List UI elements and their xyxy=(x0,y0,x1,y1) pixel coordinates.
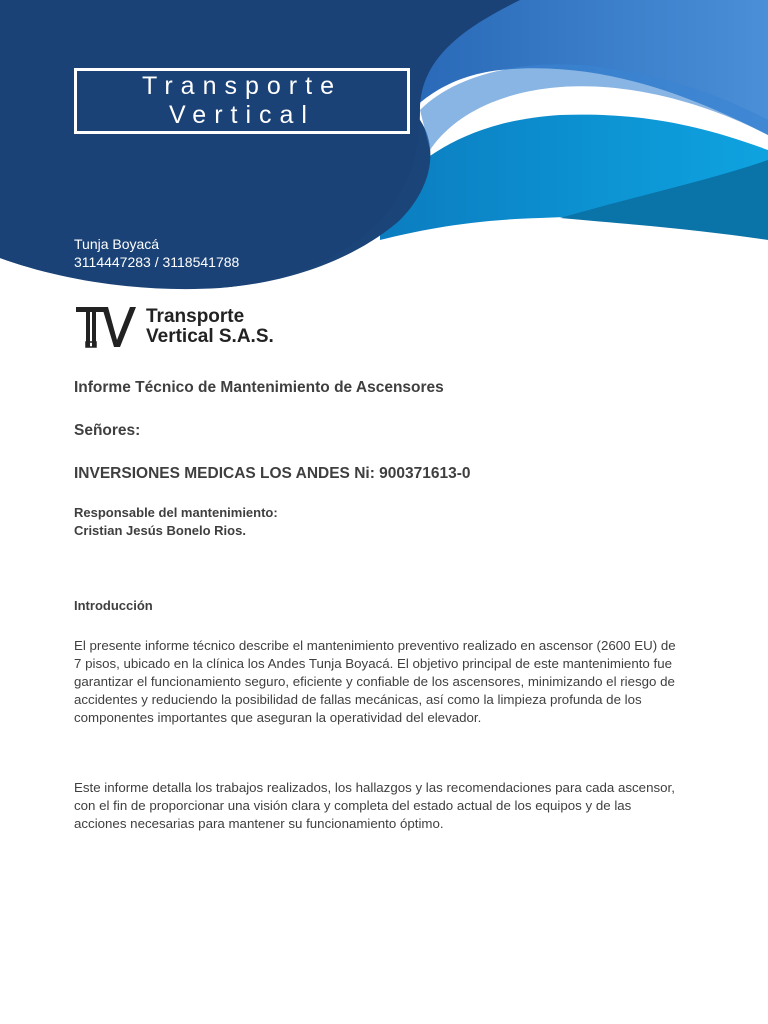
responsible-label: Responsable del mantenimiento: xyxy=(74,505,278,520)
salutation: Señores: xyxy=(74,422,141,439)
client-name: INVERSIONES MEDICAS LOS ANDES Ni: 900371613-0 xyxy=(74,465,471,482)
logo-text-line1: Transporte xyxy=(146,306,245,327)
title-line-2: Vertical xyxy=(169,101,315,129)
title-box xyxy=(74,68,410,134)
paragraph-2: Este informe detalla los trabajos realizados, los hallazgos y las recomendaciones para cada ascensor, con el fin de proporcionar una visión clara y completa del estado actual de los equipos y de las acciones necesarias para mantener su funcionamiento óptimo. xyxy=(74,780,675,831)
company-logo xyxy=(74,304,274,350)
contact-info xyxy=(74,235,239,271)
document-body xyxy=(74,378,684,833)
intro-heading: Introducción xyxy=(74,598,153,613)
location-text: Tunja Boyacá xyxy=(74,236,160,252)
paragraph-1: El presente informe técnico describe el mantenimiento preventivo realizado en ascensor (2600 EU) de 7 pisos, ubicado en la clínica los Andes Tunja Boyacá. El objetivo principal de este mantenimiento fue garantizar el funcionamiento seguro, eficiente y confiable de los ascensores, minimizando el riesgo de accidentes y reduciendo la posibilidad de fallas mecánicas, así como la limpieza profunda de los componentes importantes que aseguran la operatividad del elevador. xyxy=(74,638,676,725)
responsible-name: Cristian Jesús Bonelo Rios. xyxy=(74,523,246,538)
phone-numbers: 3114447283 / 3118541788 xyxy=(74,254,240,270)
logo-text-line2: Vertical S.A.S. xyxy=(146,326,274,347)
tv-logo-icon xyxy=(74,304,144,350)
responsible-block xyxy=(74,504,684,540)
title-line-1: Transporte xyxy=(142,72,342,100)
report-title: Informe Técnico de Mantenimiento de Ascensores xyxy=(74,379,444,396)
